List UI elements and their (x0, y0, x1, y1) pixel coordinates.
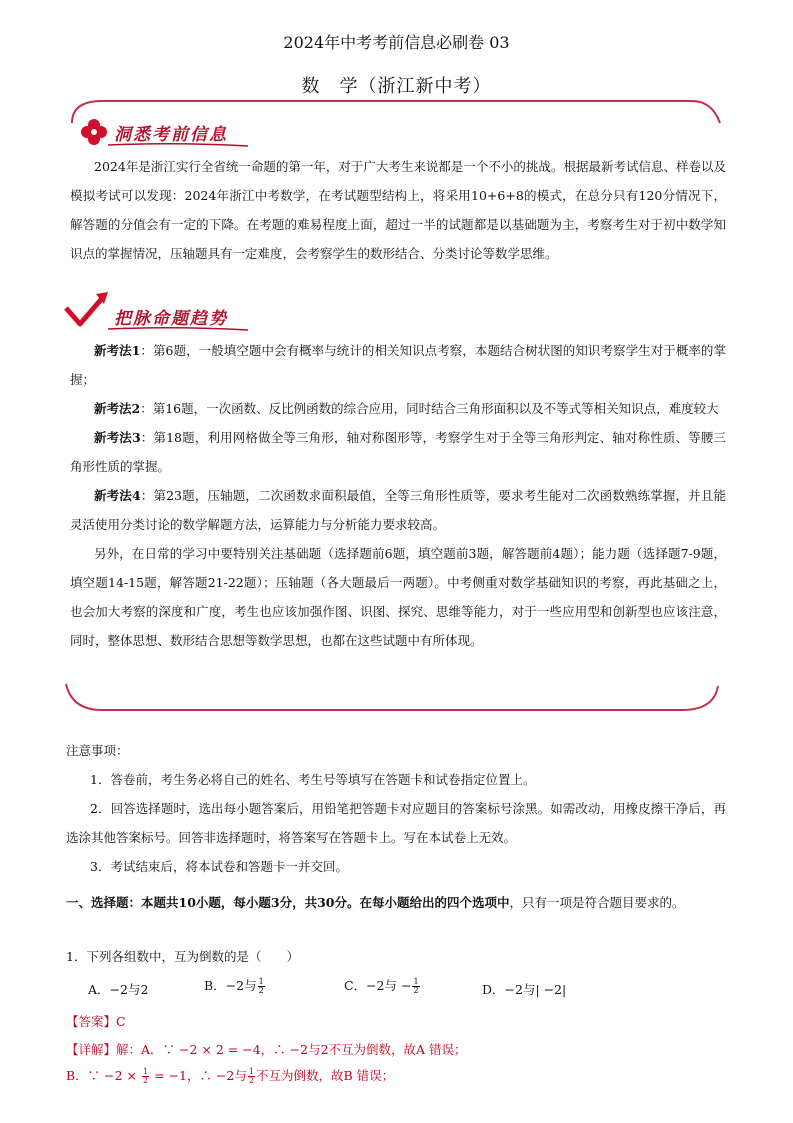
heading-underline-2 (108, 326, 248, 332)
note-item: 1．答卷前，考生务必将自己的姓名、考生号等填写在答题卡和试卷指定位置上。 (90, 772, 536, 787)
detail-line-a (66, 1040, 467, 1058)
part1-intro (66, 888, 726, 917)
answer-value: C (116, 1014, 126, 1029)
fraction (258, 978, 265, 995)
trend-item-3 (70, 423, 726, 481)
option-d: D．−2与| −2| (482, 982, 567, 997)
fraction-numerator: 1 (413, 977, 419, 986)
answer-tag: 【答案】 (66, 1014, 117, 1029)
trend-label: 新考法3 (94, 430, 141, 445)
option-b (204, 976, 266, 995)
trend-text: ：第18题，利用网格做全等三角形，轴对称图形等，考察学生对于全等三角形判定、轴对称性质、等腰三角形性质的掌握。 (70, 430, 726, 474)
fraction-denominator: 2 (413, 986, 419, 995)
document-title: 2024年中考考前信息必刷卷 03 (283, 33, 510, 52)
option-c (344, 976, 421, 995)
fraction-numerator: 1 (258, 977, 264, 986)
fraction-numerator: 1 (143, 1067, 149, 1076)
notes-title: 注意事项： (66, 743, 129, 758)
section-heading-trends: 把脉命题趋势 (114, 309, 228, 329)
detail-tag: 【详解】 (66, 1042, 117, 1057)
part1-intro-lead: 一、选择题：本题共10小题，每小题3分，共30分。在每小题给出的 (66, 895, 447, 910)
heading-underline (108, 142, 248, 148)
note-item: 3．考试结束后，将本试卷和答题卡一并交回。 (90, 859, 348, 874)
part1-intro-bold: 四个选项中 (447, 895, 510, 910)
option-c-prefix: C．−2与 − (344, 978, 412, 993)
trend-extra: 另外，在日常的学习中要特别关注基础题（选择题前6题，填空题前3题，解答题前4题）；能力题（选择题7-9题，填空题14-15题，解答题21-22题）；压轴题（各大题最后一两题）。中考侧重对数学基础知识的考察，再此基础之上，也会加大考察的深度和广度，考生也应该加强作图、识图、探究、思维等能力，对于一些应用型和创新型也应该注意，同时，整体思想、数形结合思想等数学思想，也都在这些试题中有所体现。 (70, 546, 726, 648)
clover-icon (78, 116, 110, 148)
detail-b-prefix: B．∵ −2 × (66, 1068, 142, 1083)
trend-item-2 (70, 394, 726, 423)
note-item: 2．回答选择题时，选出每小题答案后，用铅笔把答题卡对应题目的答案标号涂黑。如需改动，用橡皮擦干净后，再选涂其他答案标号。回答非选择题时，将答案写在答题卡上。写在本试卷上无效。 (66, 801, 726, 845)
detail-line-b (66, 1066, 394, 1085)
question-1-stem: 1．下列各组数中，互为倒数的是（ ） (66, 949, 299, 964)
section-heading-info: 洞悉考前信息 (114, 125, 228, 145)
notes-section (66, 736, 726, 881)
fraction-denominator: 2 (143, 1076, 149, 1085)
trend-item-1 (70, 336, 726, 394)
fraction-denominator: 2 (248, 1076, 254, 1085)
fraction (248, 1068, 255, 1085)
trend-text: ：第16题，一次函数、反比例函数的综合应用，同时结合三角形面积以及不等式等相关知识点，难度较大 (140, 401, 719, 416)
detail-text-a: 解：A．∵ −2 × 2 = −4，∴ −2与2不互为倒数，故A 错误； (116, 1042, 467, 1057)
detail-b-tail: 不互为倒数，故B 错误； (255, 1068, 395, 1083)
fraction-denominator: 2 (258, 986, 264, 995)
trend-text: ：第23题，压轴题，二次函数求面积最值，全等三角形性质等，要求考生能对二次函数熟练掌握，并且能灵活使用分类讨论的数学解题方法，运算能力与分析能力要求较高。 (70, 488, 726, 532)
option-b-prefix: B．−2与 (204, 978, 257, 993)
trends-list (70, 336, 726, 655)
fraction (412, 978, 419, 995)
trend-label: 新考法4 (94, 488, 141, 503)
detail-b-middle: = −1，∴ −2与 (150, 1068, 247, 1083)
trend-label: 新考法1 (94, 343, 141, 358)
trend-label: 新考法2 (94, 401, 141, 416)
trend-arrow-icon (62, 290, 110, 330)
fraction (142, 1068, 149, 1085)
part1-intro-tail: ，只有一项是符合题目要求的。 (509, 895, 685, 910)
option-a: A．−2与2 (88, 982, 149, 997)
trend-text: ：第6题，一般填空题中会有概率与统计的相关知识点考察，本题结合树状图的知识考察学生对于概率的掌握； (70, 343, 726, 387)
section1-paragraph: 2024年是浙江实行全省统一命题的第一年，对于广大考生来说都是一个不小的挑战。根据最新考试信息、样卷以及模拟考试可以发现：2024年浙江中考数学，在考试题型结构上，将采用10+6+8的模式，在总分只有120分情况下，解答题的分值会有一定的下降。在考题的难易程度上面，超过一半的试题都是以基础题为主，考察考生对于初中数学知识点的掌握情况，压轴题具有一定难度，会考察学生的数形结合、分类讨论等数学思维。 (70, 159, 726, 261)
fraction-numerator: 1 (248, 1067, 254, 1076)
frame-bottom-border (62, 680, 722, 716)
document-subtitle: 数 学（浙江新中考） (301, 76, 492, 97)
trend-item-4 (70, 481, 726, 539)
answer-line (66, 1012, 126, 1030)
